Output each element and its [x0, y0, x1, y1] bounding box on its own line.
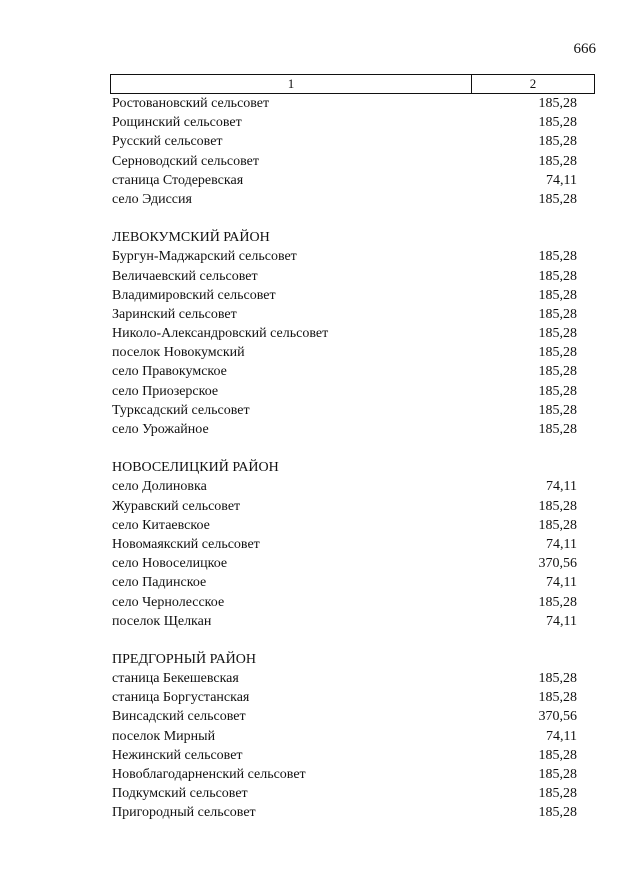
- table-row: [112, 593, 577, 612]
- table-row: [112, 612, 577, 631]
- table-row: [112, 113, 577, 132]
- row-value: 74,11: [546, 575, 577, 591]
- row-value: 185,28: [538, 326, 577, 342]
- row-value: 370,56: [538, 556, 577, 572]
- row-value: 185,28: [538, 594, 577, 610]
- table-row: [112, 688, 577, 707]
- row-name: село Чернолесское: [112, 594, 225, 610]
- row-value: 185,28: [538, 805, 577, 821]
- table-row: [112, 573, 577, 592]
- row-value: 185,28: [538, 134, 577, 150]
- row-name: поселок Щелкан: [112, 613, 212, 629]
- row-name: Ростовановский сельсовет: [112, 96, 270, 111]
- row-value: 74,11: [546, 172, 577, 188]
- table-row: [112, 707, 577, 726]
- row-name: Бургун-Маджарский сельсовет: [112, 249, 297, 265]
- row-name: Русский сельсовет: [112, 134, 223, 150]
- row-value: 185,28: [538, 690, 577, 706]
- row-name: село Новоселицкое: [112, 556, 228, 572]
- row-name: Серноводский сельсовет: [112, 153, 259, 169]
- row-value: 185,28: [538, 191, 577, 207]
- row-value: 185,28: [538, 498, 577, 514]
- table-header-col2: 2: [529, 76, 537, 91]
- row-value: 185,28: [538, 671, 577, 687]
- row-name: село Эдиссия: [112, 191, 192, 207]
- row-name: Рощинский сельсовет: [112, 115, 242, 131]
- row-name: село Китаевское: [112, 517, 210, 533]
- row-name: село Падинское: [112, 575, 207, 591]
- table-row: [112, 516, 577, 535]
- row-name: Турксадский сельсовет: [112, 402, 250, 418]
- table-header: [110, 74, 595, 94]
- row-value: 185,28: [538, 402, 577, 418]
- table-row: [112, 152, 577, 171]
- row-value: 370,56: [538, 709, 577, 725]
- row-value: 185,28: [538, 767, 577, 782]
- section-title: НОВОСЕЛИЦКИЙ РАЙОН: [112, 460, 279, 476]
- table-row: [112, 305, 577, 324]
- row-value: 185,28: [538, 364, 577, 380]
- table-row: [112, 477, 577, 496]
- row-value: 185,28: [538, 115, 577, 131]
- table-row: [112, 171, 577, 190]
- row-value: 185,28: [538, 345, 577, 361]
- row-name: поселок Новокумский: [112, 345, 245, 361]
- table-row: [112, 803, 577, 822]
- table-row: [112, 247, 577, 266]
- row-value: 185,28: [538, 96, 577, 111]
- row-value: 74,11: [546, 613, 577, 629]
- row-name: Нежинский сельсовет: [112, 747, 243, 763]
- table-row: [112, 401, 577, 420]
- table-header-col1: 1: [111, 75, 472, 93]
- table-row: [112, 132, 577, 151]
- row-value: 185,28: [538, 268, 577, 284]
- document-body: [112, 94, 577, 823]
- table-row: [112, 362, 577, 381]
- row-value: 74,11: [546, 728, 577, 744]
- row-value: 185,28: [538, 517, 577, 533]
- row-name: Подкумский сельсовет: [112, 786, 248, 802]
- table-row: [112, 554, 577, 573]
- row-name: Николо-Александровский сельсовет: [112, 326, 329, 342]
- table-row: [112, 382, 577, 401]
- table-row: [112, 286, 577, 305]
- row-name: станица Бекешевская: [112, 671, 239, 687]
- row-value: 185,28: [538, 422, 577, 437]
- section-title: ЛЕВОКУМСКИЙ РАЙОН: [112, 230, 270, 246]
- table-row: [112, 420, 577, 439]
- row-value: 185,28: [538, 287, 577, 303]
- row-name: Новоблагодарненский сельсовет: [112, 767, 306, 782]
- table-row: [112, 497, 577, 516]
- row-name: село Урожайное: [112, 422, 209, 437]
- row-name: село Приозерское: [112, 383, 219, 399]
- row-name: поселок Мирный: [112, 728, 216, 744]
- row-name: Винсадский сельсовет: [112, 709, 246, 725]
- row-name: Заринский сельсовет: [112, 306, 237, 322]
- row-name: станица Стодеревская: [112, 172, 244, 188]
- section-title: ПРЕДГОРНЫЙ РАЙОН: [112, 651, 257, 667]
- row-value: 185,28: [538, 747, 577, 763]
- table-row: [112, 784, 577, 803]
- table-row: [112, 535, 577, 554]
- row-value: 185,28: [538, 383, 577, 399]
- row-value: 185,28: [538, 249, 577, 265]
- row-name: Пригородный сельсовет: [112, 805, 256, 821]
- table-row: [112, 746, 577, 765]
- row-name: Владимировский сельсовет: [112, 287, 276, 303]
- page-number: 666: [573, 41, 596, 57]
- table-row: [112, 765, 577, 784]
- row-name: село Долиновка: [112, 479, 207, 495]
- table-row: [112, 343, 577, 362]
- row-value: 74,11: [546, 479, 577, 495]
- row-value: 185,28: [538, 153, 577, 169]
- row-value: 185,28: [538, 786, 577, 802]
- row-name: Величаевский сельсовет: [112, 268, 258, 284]
- row-name: Журавский сельсовет: [112, 498, 241, 514]
- table-row: [112, 324, 577, 343]
- row-value: 74,11: [546, 536, 577, 552]
- table-row: [112, 727, 577, 746]
- row-value: 185,28: [538, 306, 577, 322]
- row-name: Новомаякский сельсовет: [112, 536, 260, 552]
- table-row: [112, 669, 577, 688]
- table-row: [112, 267, 577, 286]
- row-name: станица Боргустанская: [112, 690, 250, 706]
- row-name: село Правокумское: [112, 364, 227, 380]
- table-row: [112, 190, 577, 209]
- table-row: [112, 94, 577, 113]
